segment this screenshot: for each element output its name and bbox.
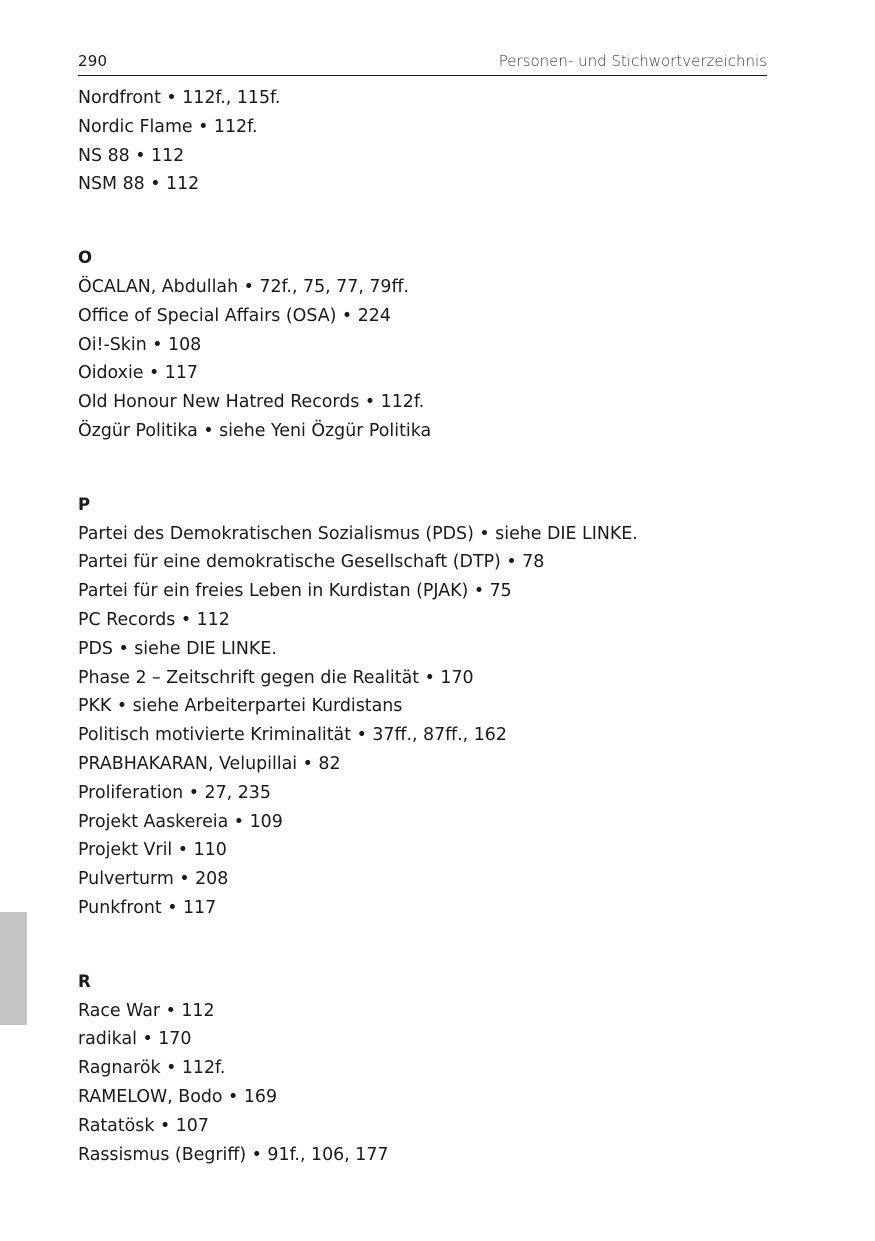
- index-section: [78, 491, 778, 923]
- index-entry: Nordic Flame • 112f.: [78, 116, 258, 137]
- section-letter-heading: P: [78, 494, 91, 514]
- page-header: [78, 50, 767, 76]
- index-list: [78, 84, 778, 1169]
- index-entry: PC Records • 112: [78, 609, 230, 630]
- running-title: Personen- und Stichwortverzeichnis: [498, 52, 767, 70]
- index-entry: Phase 2 – Zeitschrift gegen die Realität • 170: [78, 667, 474, 688]
- index-entry: RAMELOW, Bodo • 169: [78, 1086, 278, 1107]
- index-entry: PDS • siehe DIE LINKE.: [78, 638, 277, 659]
- index-entry: Pulverturm • 208: [78, 869, 229, 890]
- index-entry: Oi!-Skin • 108: [78, 334, 202, 355]
- index-entry: ÖCALAN, Abdullah • 72f., 75, 77, 79ff.: [78, 276, 410, 297]
- index-entry: Old Honour New Hatred Records • 112f.: [78, 392, 425, 413]
- section-letter-heading: R: [78, 971, 91, 991]
- index-entry-list: [78, 997, 778, 1170]
- index-entry: Oidoxie • 117: [78, 363, 198, 384]
- index-entry-list: [78, 84, 778, 199]
- index-entry: Partei des Demokratischen Sozialismus (PDS) • siehe DIE LINKE.: [78, 523, 638, 544]
- index-entry: Ratatösk • 107: [78, 1115, 209, 1136]
- index-section: [78, 244, 778, 446]
- index-entry: Punkfront • 117: [78, 897, 217, 918]
- index-entry: PKK • siehe Arbeiterpartei Kurdistans: [78, 696, 403, 717]
- index-entry: NSM 88 • 112: [78, 174, 200, 195]
- index-entry: Race War • 112: [78, 1000, 215, 1021]
- section-letter-heading: O: [78, 248, 93, 268]
- index-entry: NS 88 • 112: [78, 145, 185, 166]
- index-entry: Politisch motivierte Kriminalität • 37ff., 87ff., 162: [78, 725, 507, 746]
- index-entry: Nordfront • 112f., 115f.: [78, 88, 281, 108]
- index-entry: Office of Special Affairs (OSA) • 224: [78, 305, 391, 326]
- index-entry: Özgür Politika • siehe Yeni Özgür Politika: [78, 420, 432, 441]
- index-entry: Rassismus (Begriff) • 91f., 106, 177: [78, 1144, 389, 1165]
- thumb-index-tab: [0, 912, 27, 1025]
- index-entry: PRABHAKARAN, Velupillai • 82: [78, 753, 341, 774]
- index-section: [78, 84, 778, 199]
- index-entry-list: [78, 273, 778, 446]
- index-entry: Projekt Vril • 110: [78, 840, 227, 861]
- index-entry: Ragnarök • 112f.: [78, 1058, 226, 1079]
- index-section: [78, 968, 778, 1170]
- index-entry-list: [78, 520, 778, 923]
- page-number: 290: [78, 52, 108, 70]
- index-entry: Proliferation • 27, 235: [78, 782, 271, 803]
- index-entry: Projekt Aaskereia • 109: [78, 811, 283, 832]
- index-entry: radikal • 170: [78, 1029, 192, 1050]
- index-entry: Partei für eine demokratische Gesellschaft (DTP) • 78: [78, 552, 545, 573]
- index-entry: Partei für ein freies Leben in Kurdistan (PJAK) • 75: [78, 581, 512, 602]
